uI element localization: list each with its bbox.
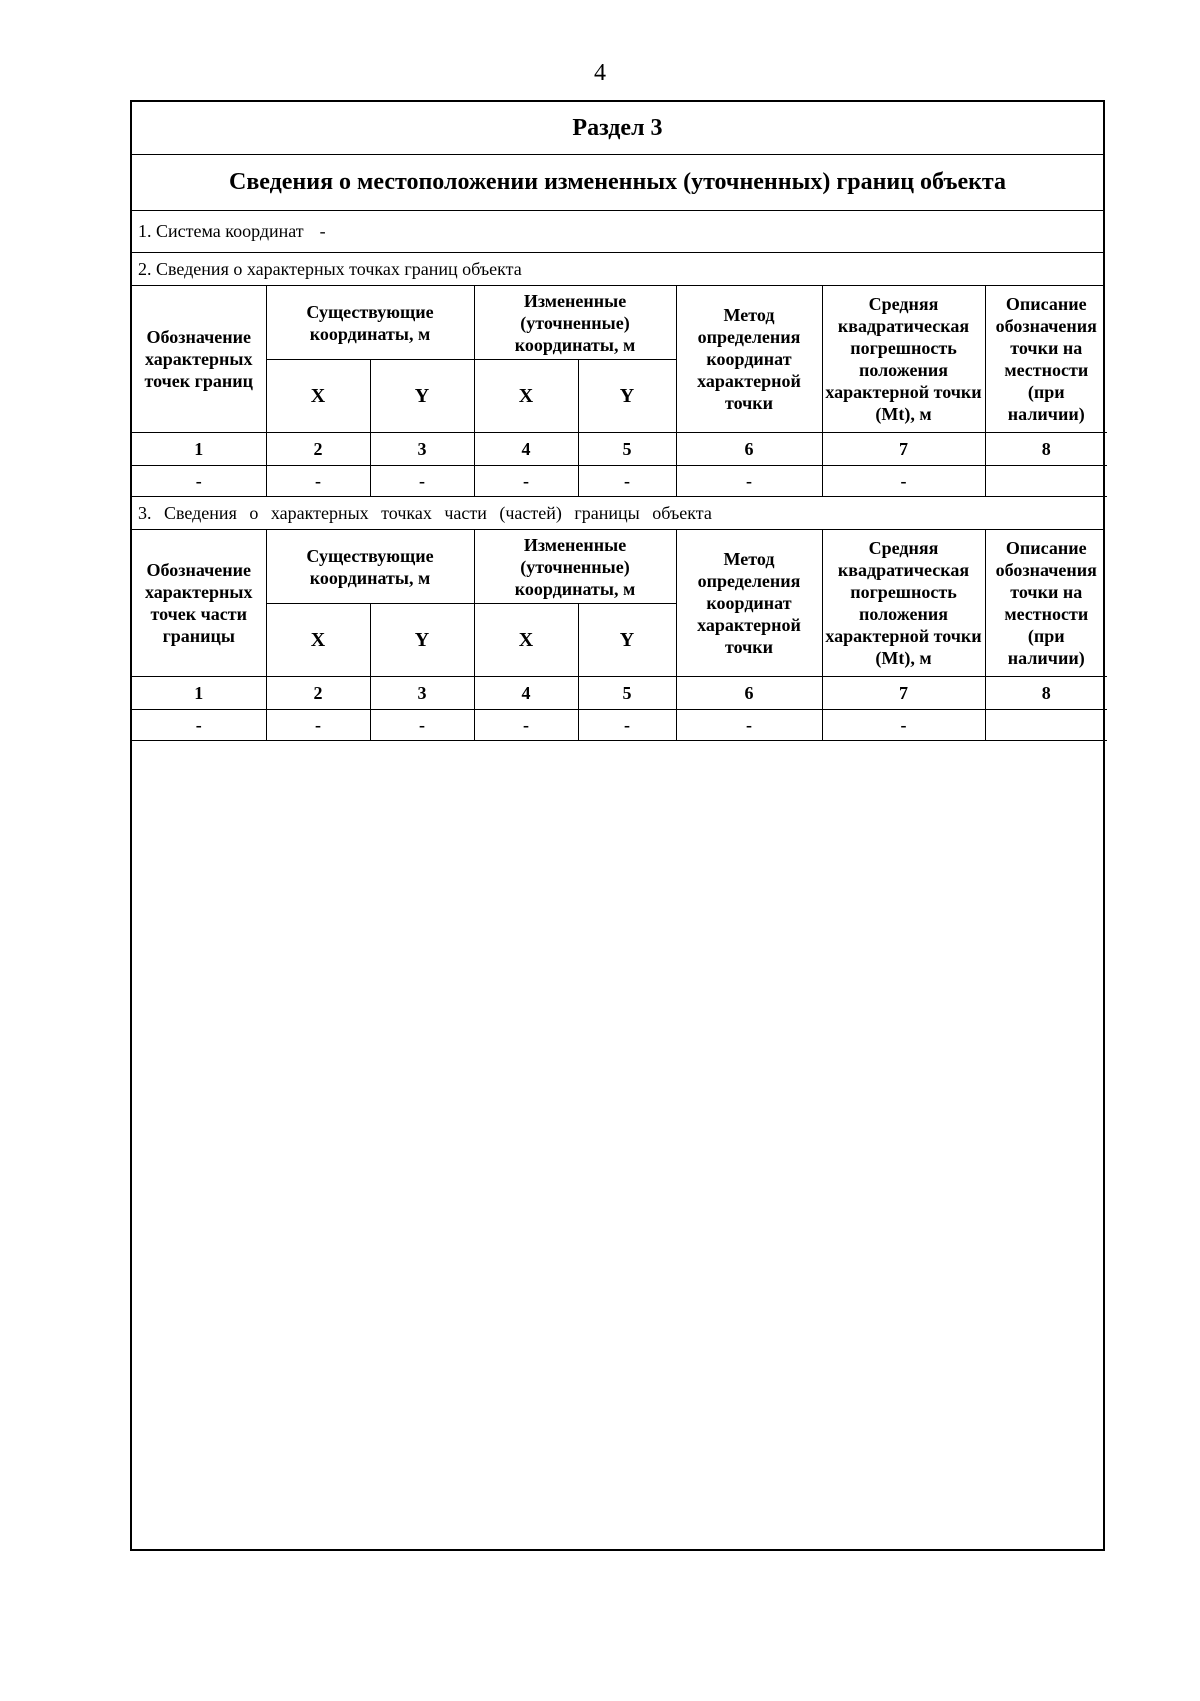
boundary-points-table (132, 286, 1107, 497)
table-cell: - (474, 466, 578, 497)
column-number: 7 (822, 677, 985, 710)
table-cell: - (266, 710, 370, 741)
header-existing-x: X (266, 604, 370, 677)
column-number: 5 (578, 433, 676, 466)
column-number: 6 (676, 433, 822, 466)
header-point-designation: Обозначение характерных точек части границы (132, 530, 266, 677)
table-cell: - (676, 466, 822, 497)
column-number: 2 (266, 433, 370, 466)
header-mean-square-error: Средняя квадратическая погрешность положения характерной точки (Mt), м (822, 530, 985, 677)
column-number: 7 (822, 433, 985, 466)
header-existing-coordinates: Существующие координаты, м (266, 286, 474, 360)
table-cell: - (132, 710, 266, 741)
coordinate-system-row (132, 211, 1103, 253)
part-boundary-points-table (132, 530, 1107, 741)
column-number: 6 (676, 677, 822, 710)
header-mean-square-error: Средняя квадратическая погрешность положения характерной точки (Mt), м (822, 286, 985, 433)
table1-caption: 2. Сведения о характерных точках границ объекта (132, 253, 1103, 286)
table-cell: - (822, 710, 985, 741)
table-cell (985, 466, 1107, 497)
column-numbers-row (132, 433, 1107, 466)
table-cell: - (370, 466, 474, 497)
header-changed-y: Y (578, 360, 676, 433)
table-cell: - (132, 466, 266, 497)
column-number: 8 (985, 677, 1107, 710)
header-existing-y: Y (370, 604, 474, 677)
table-cell: - (370, 710, 474, 741)
table-row (132, 710, 1107, 741)
header-method: Метод определения координат характерной точки (676, 530, 822, 677)
header-existing-x: X (266, 360, 370, 433)
column-numbers-row (132, 677, 1107, 710)
section-subtitle: Сведения о местоположении измененных (уточненных) границ объекта (132, 155, 1103, 211)
coordinate-system-label: 1. Система координат (138, 221, 304, 241)
column-number: 2 (266, 677, 370, 710)
header-existing-coordinates: Существующие координаты, м (266, 530, 474, 604)
column-number: 3 (370, 677, 474, 710)
header-point-description: Описание обозначения точки на местности (при наличии) (985, 286, 1107, 433)
header-existing-y: Y (370, 360, 474, 433)
section-title: Раздел 3 (132, 102, 1103, 155)
page-number: 4 (594, 60, 606, 86)
column-number: 5 (578, 677, 676, 710)
table-row (132, 466, 1107, 497)
column-number: 1 (132, 677, 266, 710)
table-cell: - (676, 710, 822, 741)
table2-caption-text: 3. Сведения о характерных точках части (частей) границы объекта (138, 502, 712, 523)
header-point-designation: Обозначение характерных точек границ (132, 286, 266, 433)
column-number: 1 (132, 433, 266, 466)
header-method: Метод определения координат характерной точки (676, 286, 822, 433)
table-cell (985, 710, 1107, 741)
section-sheet (130, 100, 1105, 1551)
table-cell: - (822, 466, 985, 497)
table-cell: - (578, 710, 676, 741)
column-number: 8 (985, 433, 1107, 466)
header-changed-y: Y (578, 604, 676, 677)
table-cell: - (578, 466, 676, 497)
column-number: 4 (474, 433, 578, 466)
header-changed-coordinates: Измененные (уточненные) координаты, м (474, 530, 676, 604)
table-cell: - (474, 710, 578, 741)
column-number: 4 (474, 677, 578, 710)
coordinate-system-value: - (319, 221, 326, 241)
header-changed-x: X (474, 604, 578, 677)
table-cell: - (266, 466, 370, 497)
table2-caption (132, 497, 1103, 530)
header-changed-coordinates: Измененные (уточненные) координаты, м (474, 286, 676, 360)
header-point-description: Описание обозначения точки на местности (при наличии) (985, 530, 1107, 677)
header-changed-x: X (474, 360, 578, 433)
column-number: 3 (370, 433, 474, 466)
